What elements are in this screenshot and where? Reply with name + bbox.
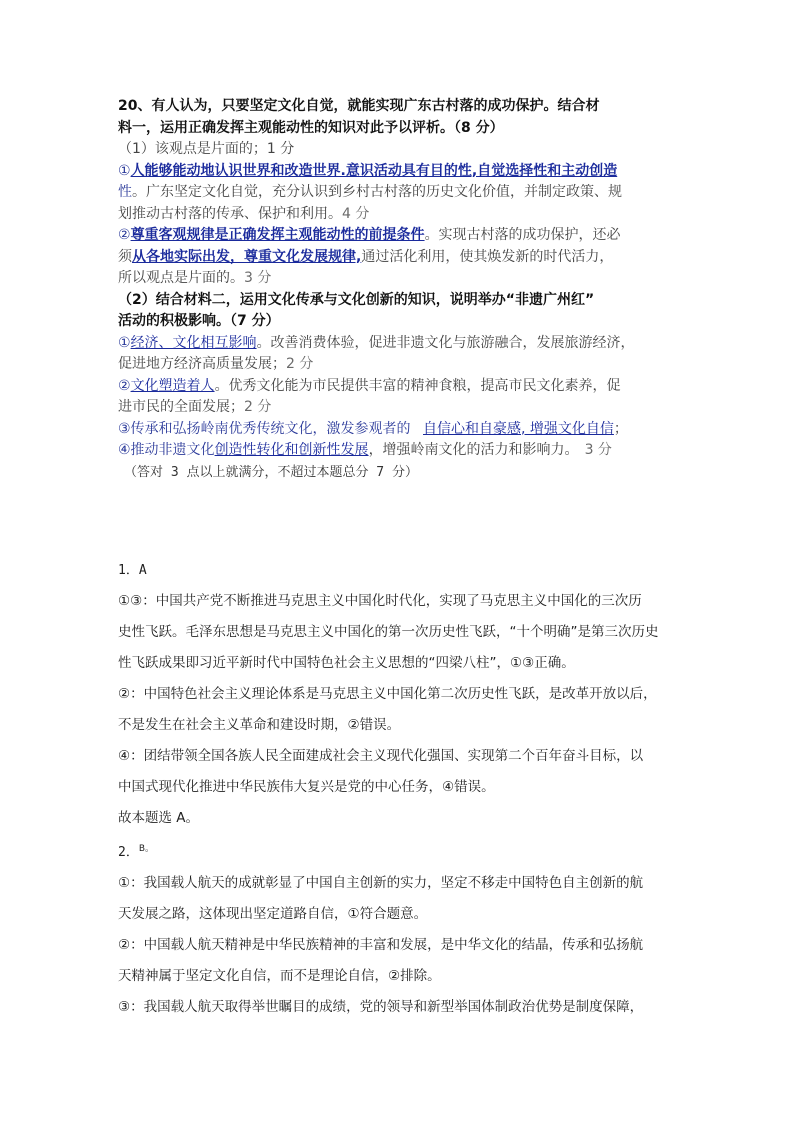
part-2-title <box>118 290 688 333</box>
question-title-line-1: 20、有人认为，只要坚定文化自觉，就能实现广东古村落的成功保护。结合材 <box>118 98 600 114</box>
explanation-conclusion: 故本题选 A。 <box>118 810 200 826</box>
score-label: 3 分 <box>244 270 272 286</box>
explanation-line: ②：中国载人航天精神是中华民族精神的丰富和发展，是中华文化的结晶，传承和弘扬航 <box>118 937 644 953</box>
explanation-line: ②：中国特色社会主义理论体系是马克思主义中国化第二次历史性飞跃，是改革开放以后， <box>118 686 657 702</box>
point-text: ，增强岭南文化的活力和影响力。 <box>368 442 579 458</box>
part-2-title-line-1: （2）结合材料二，运用文化传承与文化创新的知识，说明举办“非遗广州红” <box>118 291 595 308</box>
point-text: 划推动古村落的传承、保护和利用。 <box>118 205 342 222</box>
part-2-point-c <box>118 419 688 441</box>
part-2-title-line-2: 活动的积极影响。（7 分） <box>118 313 280 329</box>
point-text: 性 <box>118 184 132 200</box>
answer-choice: B。 <box>138 844 155 854</box>
explanation-line: 中国式现代化推进中华民族伟大复兴是党的中心任务，④错误。 <box>118 779 495 795</box>
score-label: 4 分 <box>342 205 370 222</box>
key-phrase: 经济、文化相互影响 <box>130 334 257 351</box>
score-label: 3 分 <box>584 442 612 458</box>
explanation-line: ③：我国载人航天取得举世瞩目的成绩，党的领导和新型举国体制政治优势是制度保障， <box>118 999 644 1015</box>
key-phrase: 从各地实际出发，尊重文化发展规律, <box>132 248 362 265</box>
point-text: ④推动非遗文化 <box>118 442 215 458</box>
question-20-answer <box>118 96 688 483</box>
point-number: ② <box>118 377 131 394</box>
part-1-point-a <box>118 161 688 226</box>
explanation-line: ④：团结带领全国各族人民全面建成社会主义现代化强国、实现第二个百年奋斗目标，以 <box>118 748 644 764</box>
point-text: 所以观点是片面的。 <box>118 270 244 286</box>
point-text: 进市民的全面发展； <box>118 399 244 415</box>
part-2-point-a <box>118 333 688 376</box>
answer-2-heading <box>118 834 688 868</box>
part-1-verdict-text: （1）该观点是片面的；1 分 <box>118 141 295 157</box>
answer-explanations <box>118 555 688 1023</box>
key-phrase: 文化塑造着人 <box>130 377 215 394</box>
part-1-verdict <box>118 139 688 161</box>
part-2-point-d <box>118 440 688 462</box>
point-text: 。优秀文化能为市民提供丰富的精神食粮，提高市民文化素养，促 <box>214 377 621 394</box>
key-phrase: 自信心和自豪感, 增强文化自信 <box>423 420 614 437</box>
point-text: 须 <box>118 248 132 265</box>
point-text: 通过活化利用，使其焕发新的时代活力， <box>361 248 614 265</box>
point-text: 。改善消费体验，促进非遗文化与旅游融合，发展旅游经济， <box>256 334 635 351</box>
point-text: 促进地方经济高质量发展； <box>118 356 286 372</box>
point-number: ① <box>118 334 131 351</box>
explanation-line: 天发展之路，这体现出坚定道路自信，①符合题意。 <box>118 906 428 922</box>
scoring-note <box>118 462 688 484</box>
scoring-note-text: （答对 3 点以上就满分，不超过本题总分 7 分） <box>124 464 418 480</box>
explanation-line: 史性飞跃。毛泽东思想是马克思主义中国化的第一次历史性飞跃，“十个明确”是第三次历史 <box>118 624 659 640</box>
explanation-line: 天精神属于坚定文化自信，而不是理论自信，②排除。 <box>118 968 441 984</box>
explanation-line: 不是发生在社会主义革命和建设时期，②错误。 <box>118 717 401 733</box>
answer-number: 2． <box>118 845 139 860</box>
point-number: ① <box>118 162 131 179</box>
key-phrase: 人能够能动地认识世界和改造世界.意识活动具有目的性,自觉选择性和主动创造 <box>130 162 618 179</box>
answer-1-heading <box>118 555 688 586</box>
point-text: 。广东坚定文化自觉，充分认识到乡村古村落的历史文化价值，并制定政策、规 <box>132 184 622 200</box>
explanation-line: 性飞跃成果即习近平新时代中国特色社会主义思想的“四梁八柱”，①③正确。 <box>118 655 575 671</box>
question-title-line-2: 料一，运用正确发挥主观能动性的知识对此予以评析。（8 分） <box>118 119 504 136</box>
point-number: ② <box>118 227 131 243</box>
explanation-line: ①③：中国共产党不断推进马克思主义中国化时代化，实现了马克思主义中国化的三次历 <box>118 593 642 609</box>
point-text: ③传承和弘扬岭南优秀传统文化，激发参观者的 <box>118 420 411 437</box>
point-text: 。实现古村落的成功保护，还必 <box>424 227 621 243</box>
part-1-point-b <box>118 225 688 290</box>
point-text: ； <box>613 420 628 437</box>
answer-number: 1．A <box>118 563 147 578</box>
key-phrase: 创造性转化和创新性发展 <box>214 442 369 458</box>
part-2-point-b <box>118 376 688 419</box>
key-phrase: 尊重客观规律是正确发挥主观能动性的前提条件 <box>130 227 425 243</box>
question-title <box>118 96 688 139</box>
score-label: 2 分 <box>286 356 314 372</box>
score-label: 2 分 <box>244 399 272 415</box>
explanation-line: ①：我国载人航天的成就彰显了中国自主创新的实力，坚定不移走中国特色自主创新的航 <box>118 875 644 891</box>
